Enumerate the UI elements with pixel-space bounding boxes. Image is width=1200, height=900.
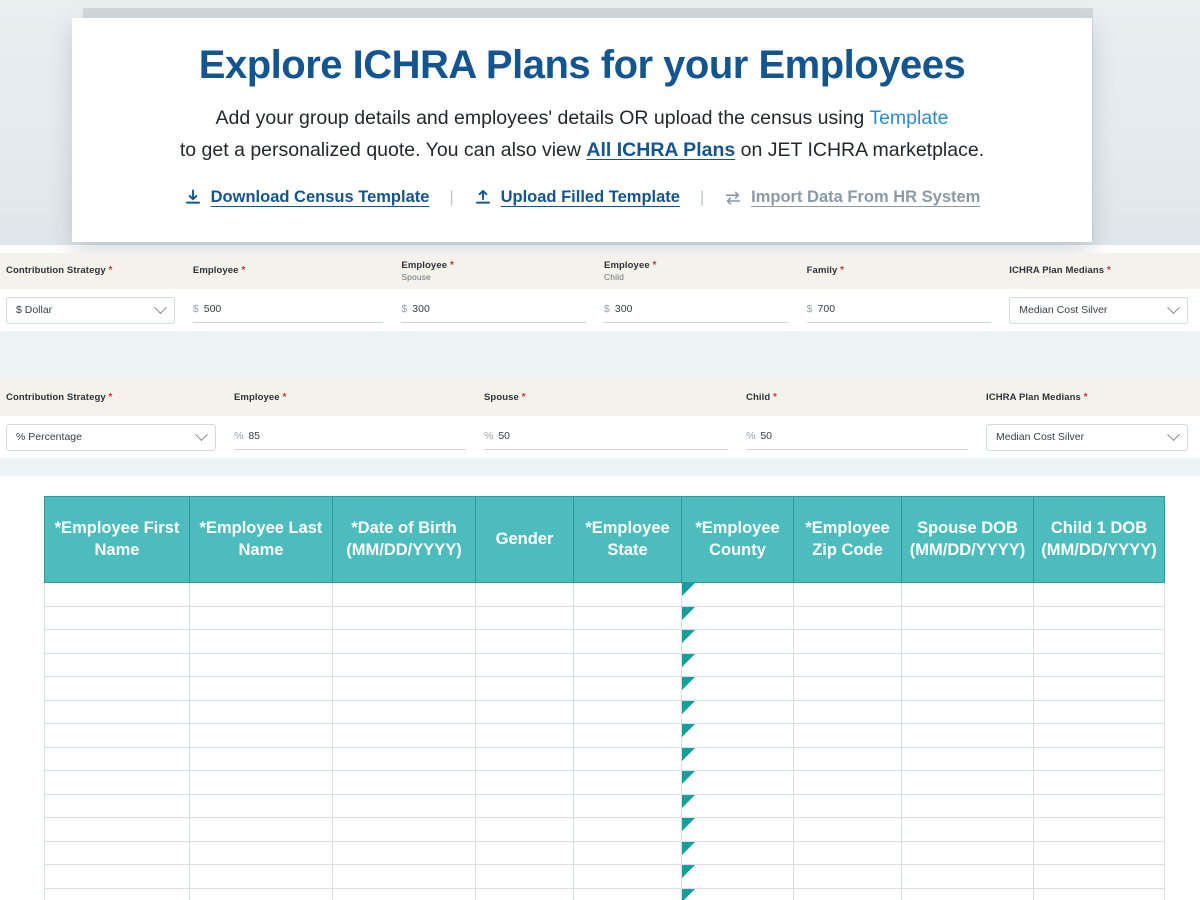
census-cell-r6-c6[interactable] xyxy=(794,724,902,748)
required-marker: * xyxy=(840,265,845,277)
hero-separator-1: | xyxy=(449,188,454,206)
required-marker: * xyxy=(449,259,454,271)
percentage-strategy-input-3[interactable] xyxy=(746,424,968,450)
census-cell-r13-c7[interactable] xyxy=(902,888,1034,900)
census-cell-r5-c5[interactable] xyxy=(682,700,794,724)
census-cell-r4-c2[interactable] xyxy=(333,677,476,701)
census-cell-r6-c3[interactable] xyxy=(476,724,574,748)
census-cell-r7-c3[interactable] xyxy=(476,747,574,771)
table-row xyxy=(45,818,1165,842)
census-cell-r1-c5[interactable] xyxy=(682,606,794,630)
census-cell-r9-c3[interactable] xyxy=(476,794,574,818)
census-cell-r0-c1[interactable] xyxy=(190,583,333,607)
census-cell-r11-c0[interactable] xyxy=(45,841,190,865)
label-text: Spouse xyxy=(484,392,519,404)
template-link[interactable]: Template xyxy=(869,107,949,130)
dollar-strategy-field-5 xyxy=(1003,297,1200,324)
census-cell-r12-c4[interactable] xyxy=(574,865,682,889)
required-marker: * xyxy=(1083,392,1088,404)
dollar-strategy-label-4 xyxy=(801,265,1004,277)
section-gap-2 xyxy=(0,458,1200,476)
percentage-strategy-field-1 xyxy=(228,424,478,450)
census-cell-r7-c0[interactable] xyxy=(45,747,190,771)
dollar-strategy-select-0[interactable] xyxy=(6,297,175,324)
table-row xyxy=(45,677,1165,701)
label-text: ICHRA Plan Medians xyxy=(1009,265,1105,277)
percentage-strategy-label-row xyxy=(0,380,1200,416)
required-marker: * xyxy=(521,392,526,404)
census-cell-r1-c7[interactable] xyxy=(902,606,1034,630)
hero-description xyxy=(102,103,1062,166)
census-cell-r8-c2[interactable] xyxy=(333,771,476,795)
census-cell-r12-c6[interactable] xyxy=(794,865,902,889)
census-cell-r10-c8[interactable] xyxy=(1034,818,1165,842)
select-value: $ Dollar xyxy=(16,304,53,316)
census-cell-r9-c5[interactable] xyxy=(682,794,794,818)
census-cell-r1-c4[interactable] xyxy=(574,606,682,630)
census-cell-r10-c4[interactable] xyxy=(574,818,682,842)
census-cell-r6-c8[interactable] xyxy=(1034,724,1165,748)
census-cell-r12-c2[interactable] xyxy=(333,865,476,889)
census-cell-r6-c2[interactable] xyxy=(333,724,476,748)
census-table-container xyxy=(0,476,1200,900)
dollar-strategy-input-1[interactable] xyxy=(193,297,384,323)
census-header-cell-0: *Employee First Name xyxy=(45,497,190,583)
census-cell-r0-c7[interactable] xyxy=(902,583,1034,607)
hero-action-bar xyxy=(102,188,1062,207)
census-cell-r5-c2[interactable] xyxy=(333,700,476,724)
census-header-cell-8: Child 1 DOB (MM/DD/YYYY) xyxy=(1034,497,1165,583)
census-cell-r8-c1[interactable] xyxy=(190,771,333,795)
label-text: Family xyxy=(806,265,838,277)
census-cell-r12-c1[interactable] xyxy=(190,865,333,889)
census-cell-r9-c8[interactable] xyxy=(1034,794,1165,818)
dollar-strategy-select-5[interactable] xyxy=(1009,297,1188,324)
label-sublabel: Child xyxy=(604,271,624,282)
census-cell-r2-c8[interactable] xyxy=(1034,630,1165,654)
census-cell-r3-c2[interactable] xyxy=(333,653,476,677)
hero-desc-part2: to get a personalized quote. You can also view xyxy=(179,138,587,161)
census-table-header-row xyxy=(45,497,1165,583)
census-cell-r2-c4[interactable] xyxy=(574,630,682,654)
census-cell-r5-c1[interactable] xyxy=(190,700,333,724)
census-cell-r2-c5[interactable] xyxy=(682,630,794,654)
census-cell-r12-c7[interactable] xyxy=(902,865,1034,889)
census-cell-r11-c1[interactable] xyxy=(190,841,333,865)
census-header-cell-7: Spouse DOB (MM/DD/YYYY) xyxy=(902,497,1034,583)
census-cell-r2-c0[interactable] xyxy=(45,630,190,654)
table-row xyxy=(45,747,1165,771)
percentage-strategy-field-4 xyxy=(980,424,1200,451)
dollar-strategy-label-5 xyxy=(1003,265,1200,277)
census-cell-r10-c0[interactable] xyxy=(45,818,190,842)
download-icon xyxy=(184,189,202,207)
census-header-cell-3: Gender xyxy=(476,497,574,583)
census-cell-r10-c3[interactable] xyxy=(476,818,574,842)
census-cell-r2-c3[interactable] xyxy=(476,630,574,654)
percentage-strategy-field-0 xyxy=(0,424,228,451)
label-text: Contribution Strategy xyxy=(6,392,106,404)
dollar-strategy-label-0 xyxy=(0,265,187,277)
table-row xyxy=(45,841,1165,865)
percentage-strategy-section xyxy=(0,380,1200,458)
census-cell-r1-c6[interactable] xyxy=(794,606,902,630)
census-cell-r8-c7[interactable] xyxy=(902,771,1034,795)
census-cell-r9-c7[interactable] xyxy=(902,794,1034,818)
census-cell-r9-c6[interactable] xyxy=(794,794,902,818)
census-header-cell-6: *Employee Zip Code xyxy=(794,497,902,583)
census-cell-r6-c7[interactable] xyxy=(902,724,1034,748)
census-header-cell-2: *Date of Birth (MM/DD/YYYY) xyxy=(333,497,476,583)
transfer-icon xyxy=(724,189,742,207)
census-cell-r5-c0[interactable] xyxy=(45,700,190,724)
dollar-strategy-label-3 xyxy=(598,260,801,283)
table-row xyxy=(45,724,1165,748)
census-cell-r4-c6[interactable] xyxy=(794,677,902,701)
table-row xyxy=(45,771,1165,795)
select-value: Median Cost Silver xyxy=(996,431,1085,443)
census-cell-r3-c7[interactable] xyxy=(902,653,1034,677)
hero-card xyxy=(72,18,1092,242)
table-row xyxy=(45,865,1165,889)
chevron-down-icon xyxy=(1167,428,1180,441)
census-cell-r3-c0[interactable] xyxy=(45,653,190,677)
census-cell-r12-c3[interactable] xyxy=(476,865,574,889)
section-gap-1 xyxy=(0,331,1200,380)
census-cell-r11-c2[interactable] xyxy=(333,841,476,865)
census-cell-r8-c5[interactable] xyxy=(682,771,794,795)
select-value: Median Cost Silver xyxy=(1019,304,1108,316)
all-ichra-plans-link[interactable]: All ICHRA Plans xyxy=(586,138,736,161)
census-cell-r7-c1[interactable] xyxy=(190,747,333,771)
table-row xyxy=(45,888,1165,900)
percentage-strategy-select-4[interactable] xyxy=(986,424,1188,451)
dollar-strategy-field-3 xyxy=(598,297,801,323)
census-cell-r7-c6[interactable] xyxy=(794,747,902,771)
census-cell-r5-c7[interactable] xyxy=(902,700,1034,724)
census-cell-r4-c3[interactable] xyxy=(476,677,574,701)
input-prefix: % xyxy=(746,429,756,442)
percentage-strategy-input-2[interactable] xyxy=(484,424,728,450)
census-cell-r9-c4[interactable] xyxy=(574,794,682,818)
census-cell-r6-c4[interactable] xyxy=(574,724,682,748)
upload-filled-template-button[interactable] xyxy=(458,188,696,207)
census-cell-r3-c3[interactable] xyxy=(476,653,574,677)
census-cell-r13-c6[interactable] xyxy=(794,888,902,900)
census-cell-r4-c8[interactable] xyxy=(1034,677,1165,701)
census-cell-r13-c1[interactable] xyxy=(190,888,333,900)
select-value: % Percentage xyxy=(16,431,82,443)
census-cell-r0-c0[interactable] xyxy=(45,583,190,607)
census-cell-r10-c5[interactable] xyxy=(682,818,794,842)
census-cell-r2-c7[interactable] xyxy=(902,630,1034,654)
input-value: 50 xyxy=(498,429,511,442)
dollar-strategy-input-2[interactable] xyxy=(401,297,586,323)
census-cell-r0-c3[interactable] xyxy=(476,583,574,607)
census-cell-r4-c4[interactable] xyxy=(574,677,682,701)
census-cell-r6-c1[interactable] xyxy=(190,724,333,748)
census-cell-r7-c2[interactable] xyxy=(333,747,476,771)
percentage-strategy-label-3 xyxy=(740,392,980,404)
percentage-strategy-select-0[interactable] xyxy=(6,424,216,451)
dollar-strategy-field-1 xyxy=(187,297,396,323)
input-value: 50 xyxy=(760,429,773,442)
census-cell-r12-c5[interactable] xyxy=(682,865,794,889)
dollar-strategy-field-0 xyxy=(0,297,187,324)
hero-desc-part3: on JET ICHRA marketplace. xyxy=(735,138,985,161)
census-cell-r9-c0[interactable] xyxy=(45,794,190,818)
label-text: ICHRA Plan Medians xyxy=(986,392,1081,404)
census-cell-r2-c6[interactable] xyxy=(794,630,902,654)
dollar-strategy-field-2 xyxy=(395,297,598,323)
label-text: Employee xyxy=(234,392,280,404)
dollar-strategy-input-3[interactable] xyxy=(604,297,789,323)
census-cell-r10-c6[interactable] xyxy=(794,818,902,842)
census-cell-r7-c4[interactable] xyxy=(574,747,682,771)
percentage-strategy-field-row xyxy=(0,416,1200,458)
import-data-from-hr-system-button[interactable] xyxy=(708,188,996,207)
chevron-down-icon xyxy=(1167,301,1180,314)
census-cell-r3-c4[interactable] xyxy=(574,653,682,677)
required-marker: * xyxy=(282,392,287,404)
percentage-strategy-label-0 xyxy=(0,392,228,404)
label-text: Contribution Strategy xyxy=(6,265,106,277)
census-cell-r5-c8[interactable] xyxy=(1034,700,1165,724)
census-table xyxy=(44,496,1165,900)
upload-icon xyxy=(474,189,492,207)
census-cell-r2-c2[interactable] xyxy=(333,630,476,654)
census-cell-r10-c1[interactable] xyxy=(190,818,333,842)
label-text: Child xyxy=(746,392,771,404)
census-cell-r1-c2[interactable] xyxy=(333,606,476,630)
dollar-strategy-field-row xyxy=(0,289,1200,331)
required-marker: * xyxy=(108,392,113,404)
page-title: Explore ICHRA Plans for your Employees xyxy=(198,43,966,87)
required-marker: * xyxy=(652,259,657,271)
census-cell-r11-c6[interactable] xyxy=(794,841,902,865)
census-cell-r1-c3[interactable] xyxy=(476,606,574,630)
input-prefix: $ xyxy=(192,302,199,315)
census-cell-r8-c6[interactable] xyxy=(794,771,902,795)
import-data-label: Import Data From HR System xyxy=(751,188,981,207)
label-sublabel: Spouse xyxy=(401,271,431,282)
census-cell-r7-c5[interactable] xyxy=(682,747,794,771)
census-cell-r4-c1[interactable] xyxy=(190,677,333,701)
input-prefix: % xyxy=(234,429,244,442)
dollar-strategy-label-row xyxy=(0,253,1200,289)
input-value: 500 xyxy=(203,302,222,315)
census-cell-r1-c0[interactable] xyxy=(45,606,190,630)
table-row xyxy=(45,583,1165,607)
census-cell-r13-c3[interactable] xyxy=(476,888,574,900)
census-cell-r0-c4[interactable] xyxy=(574,583,682,607)
percentage-strategy-input-1[interactable] xyxy=(234,424,466,450)
label-text: Employee xyxy=(192,265,239,277)
census-header-cell-4: *Employee State xyxy=(574,497,682,583)
census-cell-r6-c0[interactable] xyxy=(45,724,190,748)
label-text: Employee xyxy=(401,259,448,271)
census-cell-r9-c2[interactable] xyxy=(333,794,476,818)
download-census-template-label: Download Census Template xyxy=(210,188,430,207)
dollar-strategy-input-4[interactable] xyxy=(807,297,992,323)
census-cell-r11-c4[interactable] xyxy=(574,841,682,865)
hero-desc-part1: Add your group details and employees' details OR upload the census using xyxy=(215,107,870,130)
census-cell-r10-c2[interactable] xyxy=(333,818,476,842)
table-row xyxy=(45,630,1165,654)
census-cell-r5-c3[interactable] xyxy=(476,700,574,724)
upload-filled-template-label: Upload Filled Template xyxy=(500,188,680,207)
census-cell-r5-c6[interactable] xyxy=(794,700,902,724)
census-cell-r3-c5[interactable] xyxy=(682,653,794,677)
census-cell-r9-c1[interactable] xyxy=(190,794,333,818)
census-cell-r3-c1[interactable] xyxy=(190,653,333,677)
census-cell-r8-c3[interactable] xyxy=(476,771,574,795)
census-cell-r8-c4[interactable] xyxy=(574,771,682,795)
census-cell-r8-c0[interactable] xyxy=(45,771,190,795)
census-cell-r0-c8[interactable] xyxy=(1034,583,1165,607)
census-cell-r3-c8[interactable] xyxy=(1034,653,1165,677)
census-cell-r11-c5[interactable] xyxy=(682,841,794,865)
census-cell-r7-c7[interactable] xyxy=(902,747,1034,771)
census-header-cell-5: *Employee County xyxy=(682,497,794,583)
percentage-strategy-field-3 xyxy=(740,424,980,450)
census-cell-r11-c3[interactable] xyxy=(476,841,574,865)
input-prefix: $ xyxy=(401,302,408,315)
census-cell-r12-c8[interactable] xyxy=(1034,865,1165,889)
dollar-strategy-label-2 xyxy=(395,260,598,283)
chevron-down-icon xyxy=(154,301,167,314)
census-cell-r1-c8[interactable] xyxy=(1034,606,1165,630)
census-cell-r13-c0[interactable] xyxy=(45,888,190,900)
table-row xyxy=(45,653,1165,677)
census-table-body xyxy=(45,583,1165,900)
dollar-strategy-field-4 xyxy=(801,297,1004,323)
percentage-strategy-label-2 xyxy=(478,392,740,404)
census-cell-r3-c6[interactable] xyxy=(794,653,902,677)
required-marker: * xyxy=(773,392,777,404)
census-cell-r10-c7[interactable] xyxy=(902,818,1034,842)
required-marker: * xyxy=(1106,265,1111,277)
census-cell-r12-c0[interactable] xyxy=(45,865,190,889)
census-cell-r0-c2[interactable] xyxy=(333,583,476,607)
required-marker: * xyxy=(108,265,113,277)
chevron-down-icon xyxy=(195,428,208,441)
dollar-strategy-label-1 xyxy=(187,265,396,277)
census-cell-r0-c5[interactable] xyxy=(682,583,794,607)
census-cell-r8-c8[interactable] xyxy=(1034,771,1165,795)
census-cell-r7-c8[interactable] xyxy=(1034,747,1165,771)
label-text: Employee xyxy=(604,259,650,271)
dollar-strategy-section xyxy=(0,253,1200,331)
table-row xyxy=(45,606,1165,630)
census-cell-r13-c2[interactable] xyxy=(333,888,476,900)
census-cell-r4-c7[interactable] xyxy=(902,677,1034,701)
input-value: 85 xyxy=(248,429,261,442)
percentage-strategy-label-1 xyxy=(228,392,478,404)
table-row xyxy=(45,700,1165,724)
census-cell-r0-c6[interactable] xyxy=(794,583,902,607)
census-cell-r6-c5[interactable] xyxy=(682,724,794,748)
census-cell-r13-c8[interactable] xyxy=(1034,888,1165,900)
census-cell-r13-c5[interactable] xyxy=(682,888,794,900)
input-value: 300 xyxy=(614,302,633,315)
input-prefix: % xyxy=(484,429,494,442)
census-cell-r1-c1[interactable] xyxy=(190,606,333,630)
input-value: 300 xyxy=(412,302,430,315)
census-cell-r2-c1[interactable] xyxy=(190,630,333,654)
input-value: 700 xyxy=(817,302,836,315)
percentage-strategy-label-4 xyxy=(980,392,1200,404)
percentage-strategy-field-2 xyxy=(478,424,740,450)
required-marker: * xyxy=(241,265,246,277)
hero-separator-2: | xyxy=(699,188,705,206)
census-cell-r4-c5[interactable] xyxy=(682,677,794,701)
census-cell-r11-c8[interactable] xyxy=(1034,841,1165,865)
census-cell-r5-c4[interactable] xyxy=(574,700,682,724)
census-cell-r11-c7[interactable] xyxy=(902,841,1034,865)
input-prefix: $ xyxy=(806,302,813,315)
table-row xyxy=(45,794,1165,818)
download-census-template-button[interactable] xyxy=(168,188,446,207)
census-header-cell-1: *Employee Last Name xyxy=(190,497,333,583)
census-cell-r13-c4[interactable] xyxy=(574,888,682,900)
census-cell-r4-c0[interactable] xyxy=(45,677,190,701)
input-prefix: $ xyxy=(604,302,610,315)
